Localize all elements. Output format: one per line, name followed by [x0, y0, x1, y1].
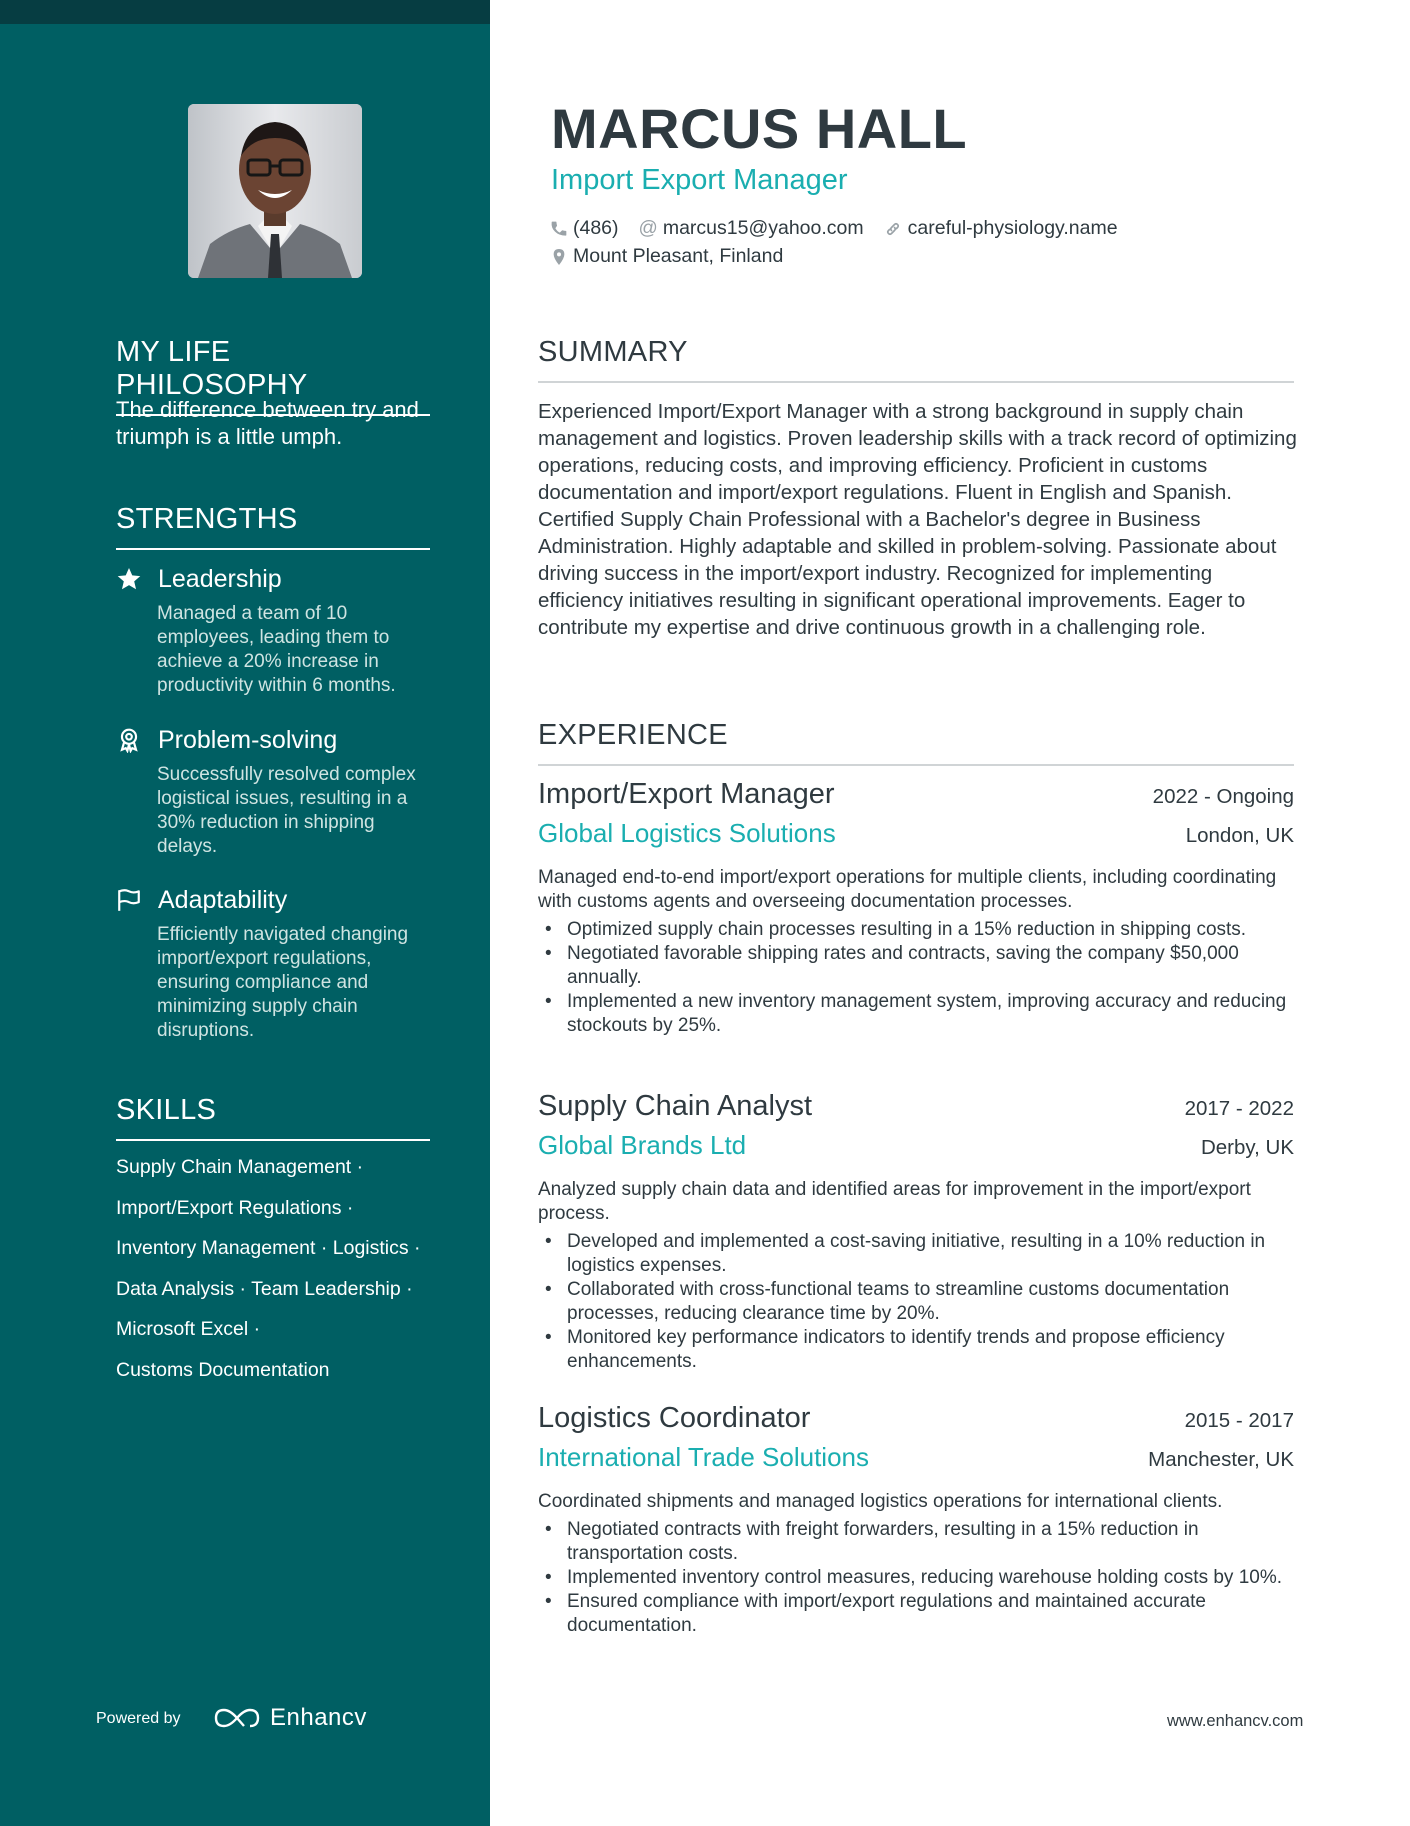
skill-line: Import/Export Regulations ·: [116, 1196, 354, 1219]
job-dates: 2017 - 2022: [1184, 1097, 1294, 1120]
job-bullet: • Negotiated contracts with freight forwarders, resulting in a 15% reduction in transportation costs.: [538, 1518, 1294, 1566]
strength-description: Efficiently navigated changing import/export regulations, ensuring compliance and minimizing supply chain disruptions.: [157, 924, 409, 1041]
email-text: marcus15@yahoo.com: [662, 217, 864, 239]
strength-description: Managed a team of 10 employees, leading them to achieve a 20% increase in productivity within 6 months.: [157, 603, 396, 696]
job-dates: 2022 - Ongoing: [1152, 785, 1294, 808]
experience-entry: [538, 1090, 1294, 1374]
job-bullet: • Collaborated with cross-functional teams to streamline customs documentation processes, reducing clearance time by 20%.: [538, 1278, 1294, 1326]
strength-item: [116, 563, 436, 698]
job-title: Import/Export Manager: [538, 778, 835, 810]
profile-photo-illustration: [188, 104, 362, 278]
job-bullets: [538, 1518, 1294, 1638]
skill-line: Data Analysis · Team Leadership ·: [116, 1277, 413, 1300]
location-text: Mount Pleasant, Finland: [573, 245, 784, 267]
job-location: London, UK: [1185, 824, 1294, 847]
candidate-title: Import Export Manager: [551, 164, 848, 196]
powered-by-label: Powered by: [96, 1710, 181, 1727]
star-icon: [116, 566, 142, 592]
job-bullet: • Negotiated favorable shipping rates and contracts, saving the company $50,000 annually.: [538, 942, 1294, 990]
job-bullets: [538, 918, 1294, 1038]
enhancv-website-link[interactable]: www.enhancv.com: [1167, 1712, 1304, 1730]
location-pin-icon: [551, 248, 567, 266]
contact-email[interactable]: [639, 217, 864, 240]
contact-location: [551, 245, 783, 268]
website-text: careful-physiology.name: [907, 217, 1118, 239]
contact-website[interactable]: [884, 217, 1118, 240]
enhancv-logo[interactable]: [214, 1704, 367, 1732]
phone-icon: [551, 221, 567, 237]
job-dates: 2015 - 2017: [1184, 1409, 1294, 1432]
job-bullet: • Optimized supply chain processes resulting in a 15% reduction in shipping costs.: [538, 918, 1294, 942]
phone-text: (486): [573, 217, 619, 239]
sidebar-top-band: [0, 0, 490, 24]
philosophy-heading: MY LIFE PHILOSOPHY: [116, 336, 430, 416]
contact-row: [551, 217, 1138, 240]
strength-title: Adaptability: [158, 885, 288, 914]
flag-icon: [116, 887, 142, 913]
profile-photo: [188, 104, 362, 278]
job-company: International Trade Solutions: [538, 1442, 869, 1472]
skill-line: Customs Documentation: [116, 1358, 330, 1381]
strength-title: Leadership: [158, 564, 282, 593]
enhancv-brand-name: Enhancv: [270, 1704, 367, 1731]
job-title: Supply Chain Analyst: [538, 1090, 813, 1122]
strengths-heading: STRENGTHS: [116, 503, 430, 550]
skill-line: Inventory Management · Logistics ·: [116, 1237, 421, 1259]
experience-entry: [538, 778, 1294, 1038]
job-company: Global Logistics Solutions: [538, 818, 836, 848]
experience-entry: [538, 1402, 1294, 1638]
skill-line: Microsoft Excel ·: [116, 1318, 261, 1340]
skills-list: [116, 1154, 446, 1397]
experience-heading: EXPERIENCE: [538, 719, 1294, 766]
job-company: Global Brands Ltd: [538, 1130, 747, 1160]
job-bullet: • Monitored key performance indicators to identify trends and propose efficiency enhancements.: [538, 1326, 1294, 1374]
job-description: Managed end-to-end import/export operations for multiple clients, including coordinating with customs agents and overseeing documentation processes.: [538, 867, 1277, 912]
job-title: Logistics Coordinator: [538, 1402, 811, 1434]
job-location: Manchester, UK: [1148, 1448, 1294, 1471]
contact-phone[interactable]: [551, 217, 619, 240]
job-description: Coordinated shipments and managed logistics operations for international clients.: [538, 1491, 1223, 1512]
enhancv-logo-icon: [214, 1706, 260, 1730]
strength-description: Successfully resolved complex logistical issues, resulting in a 30% reduction in shipping delays.: [157, 764, 416, 857]
sidebar: [0, 0, 490, 1826]
skills-heading: SKILLS: [116, 1094, 430, 1141]
skill-line: Supply Chain Management ·: [116, 1156, 364, 1178]
contact-row-location: [551, 245, 803, 268]
job-bullet: • Implemented inventory control measures, reducing warehouse holding costs by 10%.: [538, 1566, 1294, 1590]
summary-heading: SUMMARY: [538, 336, 1294, 383]
award-icon: [116, 727, 142, 753]
job-bullet: • Ensured compliance with import/export regulations and maintained accurate documentation.: [538, 1590, 1294, 1638]
job-bullet: • Developed and implemented a cost-saving initiative, resulting in a 10% reduction in logistics expenses.: [538, 1230, 1294, 1278]
at-icon: @: [638, 217, 658, 239]
job-location: Derby, UK: [1200, 1136, 1294, 1159]
summary-text: Experienced Import/Export Manager with a strong background in supply chain management and logistics. Proven leadership skills with a track record of optimizing operations, reducing costs, and improving efficiency. Proficient in customs documentation and import/export regulations. Fluent in English and Spanish. Certified Supply Chain Professional with a Bachelor's degree in Business Administration. Highly adaptable and skilled in problem-solving. Passionate about driving success in the import/export industry. Recognized for implementing efficiency initiatives resulting in significant operational improvements. Eager to contribute my expertise and drive continuous growth in a challenging role.: [538, 400, 1297, 639]
candidate-name: MARCUS HALL: [551, 97, 968, 160]
job-description: Analyzed supply chain data and identified areas for improvement in the import/export process.: [538, 1179, 1251, 1224]
philosophy-text: The difference between try and triumph is a little umph.: [116, 397, 419, 449]
strength-item: [116, 884, 436, 1043]
job-bullet: • Implemented a new inventory management system, improving accuracy and reducing stockouts by 25%.: [538, 990, 1294, 1038]
job-bullets: [538, 1230, 1294, 1374]
link-icon: [884, 220, 902, 238]
strength-title: Problem-solving: [158, 725, 338, 754]
strength-item: [116, 724, 436, 859]
